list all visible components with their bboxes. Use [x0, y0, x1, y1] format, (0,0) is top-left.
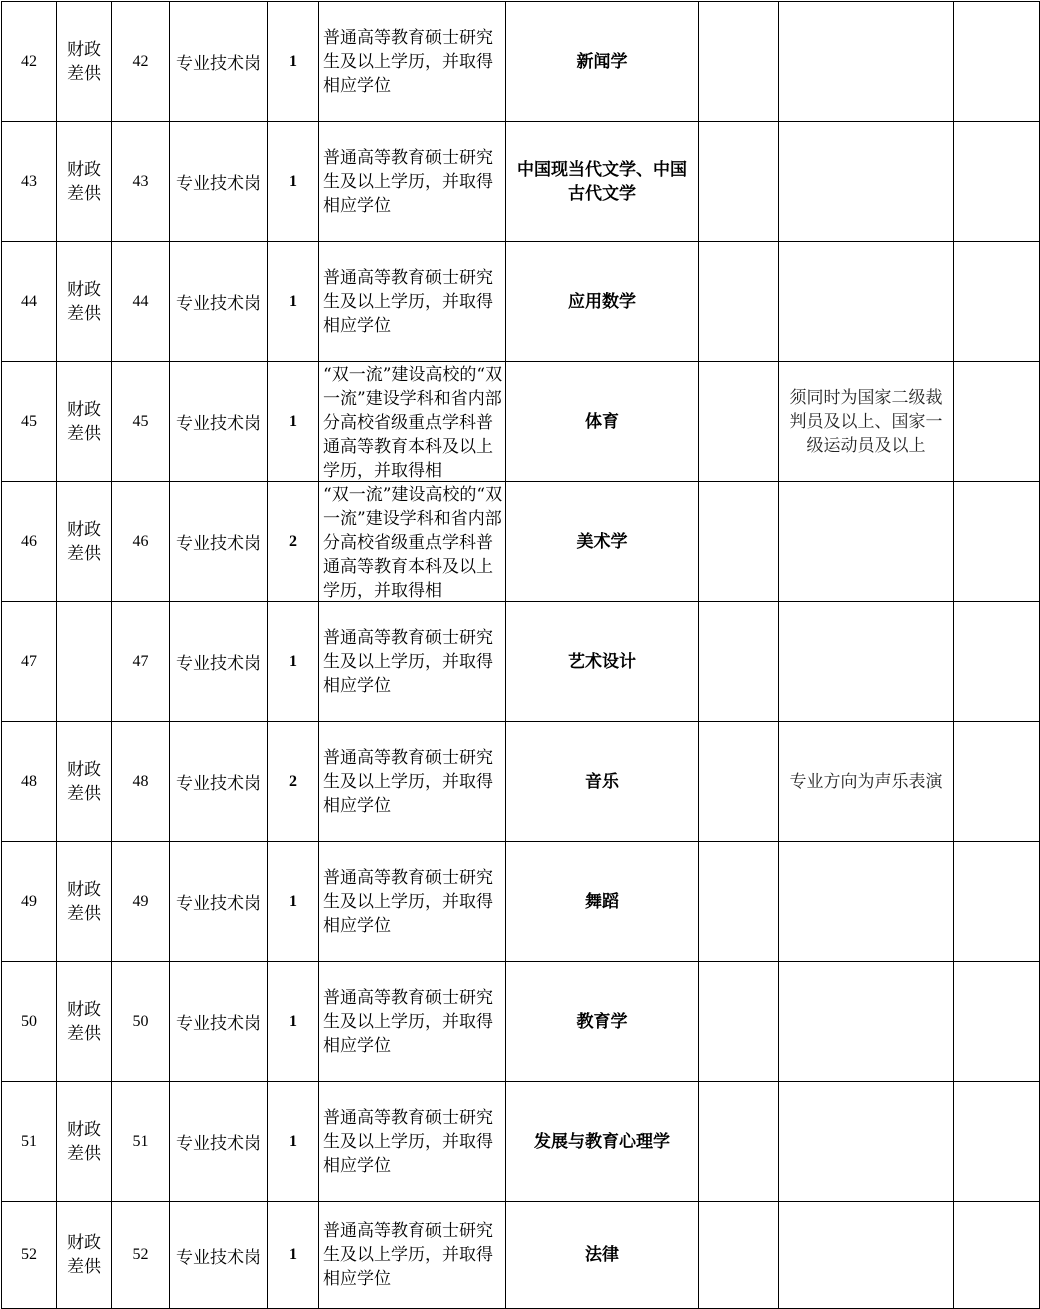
position-code-cell: 48 — [112, 722, 170, 842]
education-text: 普通高等教育硕士研究生及以上学历，并取得相应学位 — [323, 987, 493, 1056]
seq-cell: 43 — [2, 122, 57, 242]
other-requirement-cell — [779, 2, 954, 122]
table-row — [2, 602, 1040, 722]
position-type-cell: 专业技术岗 — [170, 362, 268, 482]
position-code-cell: 42 — [112, 2, 170, 122]
hire-count-cell: 1 — [268, 2, 319, 122]
education-requirement-cell — [319, 482, 506, 602]
blank-cell — [699, 242, 779, 362]
funding-cell: 财政差供 — [57, 1202, 112, 1309]
education-requirement-cell — [319, 722, 506, 842]
table-row — [2, 842, 1040, 962]
funding-cell: 财政差供 — [57, 122, 112, 242]
seq-cell: 44 — [2, 242, 57, 362]
seq-cell: 46 — [2, 482, 57, 602]
major-cell: 体育 — [506, 362, 699, 482]
remark-cell — [954, 2, 1040, 122]
recruitment-table — [1, 1, 1040, 1309]
hire-count-cell: 1 — [268, 122, 319, 242]
major-cell: 法律 — [506, 1202, 699, 1309]
seq-cell: 42 — [2, 2, 57, 122]
remark-cell — [954, 842, 1040, 962]
position-code-cell: 46 — [112, 482, 170, 602]
education-text: “双一流”建设高校的“双一流”建设学科和省内部分高校省级重点学科普通高等教育本科及以上学历，并取得相 — [323, 484, 503, 601]
position-type-cell: 专业技术岗 — [170, 2, 268, 122]
position-code-cell: 47 — [112, 602, 170, 722]
education-text: 普通高等教育硕士研究生及以上学历，并取得相应学位 — [323, 147, 493, 216]
position-type-cell: 专业技术岗 — [170, 842, 268, 962]
hire-count-cell: 1 — [268, 842, 319, 962]
position-type-cell: 专业技术岗 — [170, 602, 268, 722]
remark-cell — [954, 1202, 1040, 1309]
position-code-cell: 44 — [112, 242, 170, 362]
position-code-cell: 51 — [112, 1082, 170, 1202]
hire-count-cell: 1 — [268, 1082, 319, 1202]
major-cell: 美术学 — [506, 482, 699, 602]
seq-cell: 49 — [2, 842, 57, 962]
table-row — [2, 722, 1040, 842]
blank-cell — [699, 1202, 779, 1309]
education-requirement-cell — [319, 1202, 506, 1309]
seq-cell: 51 — [2, 1082, 57, 1202]
other-requirement-cell — [779, 842, 954, 962]
education-requirement-cell — [319, 122, 506, 242]
education-text: 普通高等教育硕士研究生及以上学历，并取得相应学位 — [323, 27, 493, 96]
other-requirement-cell — [779, 602, 954, 722]
blank-cell — [699, 842, 779, 962]
blank-cell — [699, 122, 779, 242]
hire-count-cell: 1 — [268, 362, 319, 482]
position-type-cell: 专业技术岗 — [170, 482, 268, 602]
education-requirement-cell — [319, 842, 506, 962]
remark-cell — [954, 362, 1040, 482]
education-requirement-cell — [319, 362, 506, 482]
major-cell: 音乐 — [506, 722, 699, 842]
table-body — [2, 2, 1040, 1309]
hire-count-cell: 2 — [268, 722, 319, 842]
major-cell: 艺术设计 — [506, 602, 699, 722]
blank-cell — [699, 1082, 779, 1202]
education-text: 普通高等教育硕士研究生及以上学历，并取得相应学位 — [323, 867, 493, 936]
hire-count-cell: 1 — [268, 602, 319, 722]
funding-cell: 财政差供 — [57, 842, 112, 962]
remark-cell — [954, 482, 1040, 602]
seq-cell: 47 — [2, 602, 57, 722]
remark-cell — [954, 962, 1040, 1082]
blank-cell — [699, 362, 779, 482]
major-cell: 中国现当代文学、中国古代文学 — [506, 122, 699, 242]
education-requirement-cell — [319, 602, 506, 722]
funding-cell: 财政差供 — [57, 242, 112, 362]
blank-cell — [699, 2, 779, 122]
education-requirement-cell — [319, 962, 506, 1082]
education-text: 普通高等教育硕士研究生及以上学历，并取得相应学位 — [323, 267, 493, 336]
other-requirement-cell — [779, 122, 954, 242]
position-type-cell: 专业技术岗 — [170, 962, 268, 1082]
hire-count-cell: 1 — [268, 962, 319, 1082]
table-row — [2, 1082, 1040, 1202]
major-cell: 应用数学 — [506, 242, 699, 362]
position-code-cell: 49 — [112, 842, 170, 962]
education-text: 普通高等教育硕士研究生及以上学历，并取得相应学位 — [323, 627, 493, 696]
hire-count-cell: 1 — [268, 1202, 319, 1309]
position-code-cell: 43 — [112, 122, 170, 242]
position-type-cell: 专业技术岗 — [170, 1082, 268, 1202]
blank-cell — [699, 962, 779, 1082]
seq-cell: 50 — [2, 962, 57, 1082]
education-requirement-cell — [319, 2, 506, 122]
table-row — [2, 482, 1040, 602]
remark-cell — [954, 722, 1040, 842]
other-requirement-cell — [779, 242, 954, 362]
table-row — [2, 362, 1040, 482]
position-type-cell: 专业技术岗 — [170, 722, 268, 842]
position-type-cell: 专业技术岗 — [170, 122, 268, 242]
remark-cell — [954, 122, 1040, 242]
blank-cell — [699, 722, 779, 842]
remark-cell — [954, 1082, 1040, 1202]
blank-cell — [699, 602, 779, 722]
funding-cell: 财政差供 — [57, 962, 112, 1082]
table-row — [2, 122, 1040, 242]
funding-cell: 财政差供 — [57, 362, 112, 482]
other-requirement-cell: 须同时为国家二级裁判员及以上、国家一级运动员及以上 — [779, 362, 954, 482]
funding-cell: 财政差供 — [57, 482, 112, 602]
funding-cell: 财政差供 — [57, 1082, 112, 1202]
major-cell: 舞蹈 — [506, 842, 699, 962]
table-row — [2, 242, 1040, 362]
table-row — [2, 2, 1040, 122]
other-requirement-cell — [779, 962, 954, 1082]
position-code-cell: 45 — [112, 362, 170, 482]
funding-cell — [57, 602, 112, 722]
major-cell: 新闻学 — [506, 2, 699, 122]
position-type-cell: 专业技术岗 — [170, 242, 268, 362]
table-row — [2, 962, 1040, 1082]
blank-cell — [699, 482, 779, 602]
seq-cell: 52 — [2, 1202, 57, 1309]
funding-cell: 财政差供 — [57, 722, 112, 842]
education-text: 普通高等教育硕士研究生及以上学历，并取得相应学位 — [323, 1221, 493, 1289]
education-text: 普通高等教育硕士研究生及以上学历，并取得相应学位 — [323, 1107, 493, 1176]
other-requirement-cell — [779, 1202, 954, 1309]
education-text: “双一流”建设高校的“双一流”建设学科和省内部分高校省级重点学科普通高等教育本科及以上学历，并取得相 — [323, 364, 503, 481]
remark-cell — [954, 602, 1040, 722]
position-code-cell: 52 — [112, 1202, 170, 1309]
education-requirement-cell — [319, 1082, 506, 1202]
position-type-cell: 专业技术岗 — [170, 1202, 268, 1309]
position-code-cell: 50 — [112, 962, 170, 1082]
remark-cell — [954, 242, 1040, 362]
funding-cell: 财政差供 — [57, 2, 112, 122]
other-requirement-cell — [779, 482, 954, 602]
hire-count-cell: 1 — [268, 242, 319, 362]
major-cell: 教育学 — [506, 962, 699, 1082]
other-requirement-cell — [779, 1082, 954, 1202]
major-cell: 发展与教育心理学 — [506, 1082, 699, 1202]
seq-cell: 45 — [2, 362, 57, 482]
table-row — [2, 1202, 1040, 1309]
seq-cell: 48 — [2, 722, 57, 842]
education-requirement-cell — [319, 242, 506, 362]
hire-count-cell: 2 — [268, 482, 319, 602]
education-text: 普通高等教育硕士研究生及以上学历，并取得相应学位 — [323, 747, 493, 816]
other-requirement-cell: 专业方向为声乐表演 — [779, 722, 954, 842]
